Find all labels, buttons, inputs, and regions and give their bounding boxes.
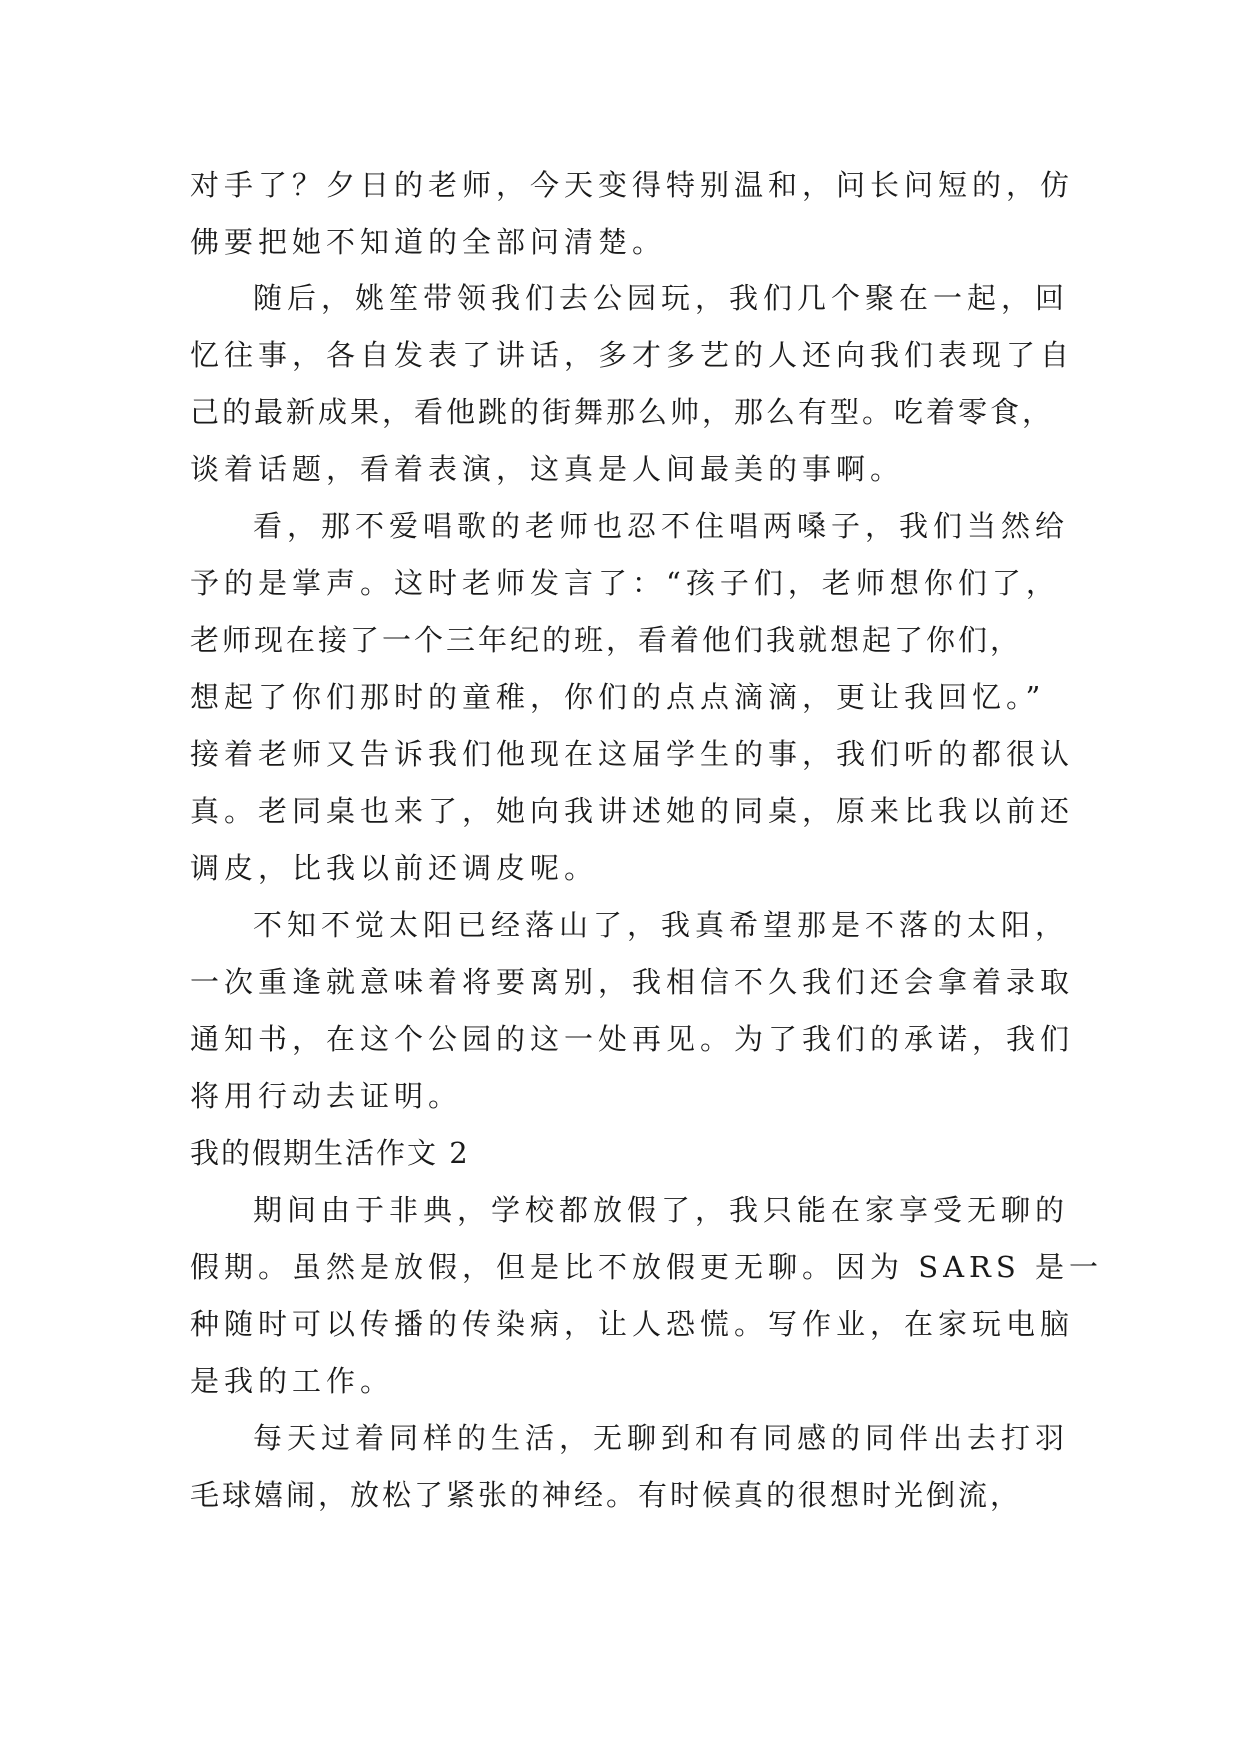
text-line: 将用行动去证明。 [190, 1079, 463, 1113]
text-line: 佛要把她不知道的全部问清楚。 [190, 225, 667, 259]
text-line: 对手了？夕日的老师，今天变得特别温和，问长问短的，仿 [190, 168, 1075, 202]
text-line: 予的是掌声。这时老师发言了：“孩子们，老师想你们了， [190, 566, 1060, 600]
text-line: 老师现在接了一个三年纪的班，看着他们我就想起了你们， [190, 623, 1023, 657]
text-line: 己的最新成果，看他跳的街舞那么帅，那么有型。吃着零食， [190, 395, 1055, 429]
text-line: 接着老师又告诉我们他现在这届学生的事，我们听的都很认 [190, 737, 1075, 771]
text-line: 看，那不爱唱歌的老师也忍不住唱两嗓子，我们当然给 [253, 509, 1070, 543]
text-line: 谈着话题，看着表演，这真是人间最美的事啊。 [190, 452, 905, 486]
text-line: 随后，姚笙带领我们去公园玩，我们几个聚在一起，回 [253, 281, 1070, 315]
text-line: 毛球嬉闹，放松了紧张的神经。有时候真的很想时光倒流， [190, 1478, 1023, 1512]
text-line: 真。老同桌也来了，她向我讲述她的同桌，原来比我以前还 [190, 794, 1075, 828]
text-line: 假期。虽然是放假，但是比不放假更无聊。因为 SARS 是一 [190, 1250, 1103, 1284]
section-heading: 我的假期生活作文 2 [190, 1136, 470, 1170]
text-line: 每天过着同样的生活，无聊到和有同感的同伴出去打羽 [253, 1421, 1070, 1455]
text-line: 不知不觉太阳已经落山了，我真希望那是不落的太阳， [253, 908, 1070, 942]
text-line: 忆往事，各自发表了讲话，多才多艺的人还向我们表现了自 [190, 338, 1075, 372]
text-line: 是我的工作。 [190, 1364, 395, 1398]
text-line: 种随时可以传播的传染病，让人恐慌。写作业，在家玩电脑 [190, 1307, 1075, 1341]
text-line: 期间由于非典，学校都放假了，我只能在家享受无聊的 [253, 1193, 1070, 1227]
text-line: 一次重逢就意味着将要离别，我相信不久我们还会拿着录取 [190, 965, 1075, 999]
text-line: 想起了你们那时的童稚，你们的点点滴滴，更让我回忆。” [190, 680, 1046, 714]
text-line: 通知书，在这个公园的这一处再见。为了我们的承诺，我们 [190, 1022, 1075, 1056]
text-line: 调皮，比我以前还调皮呢。 [190, 851, 599, 885]
